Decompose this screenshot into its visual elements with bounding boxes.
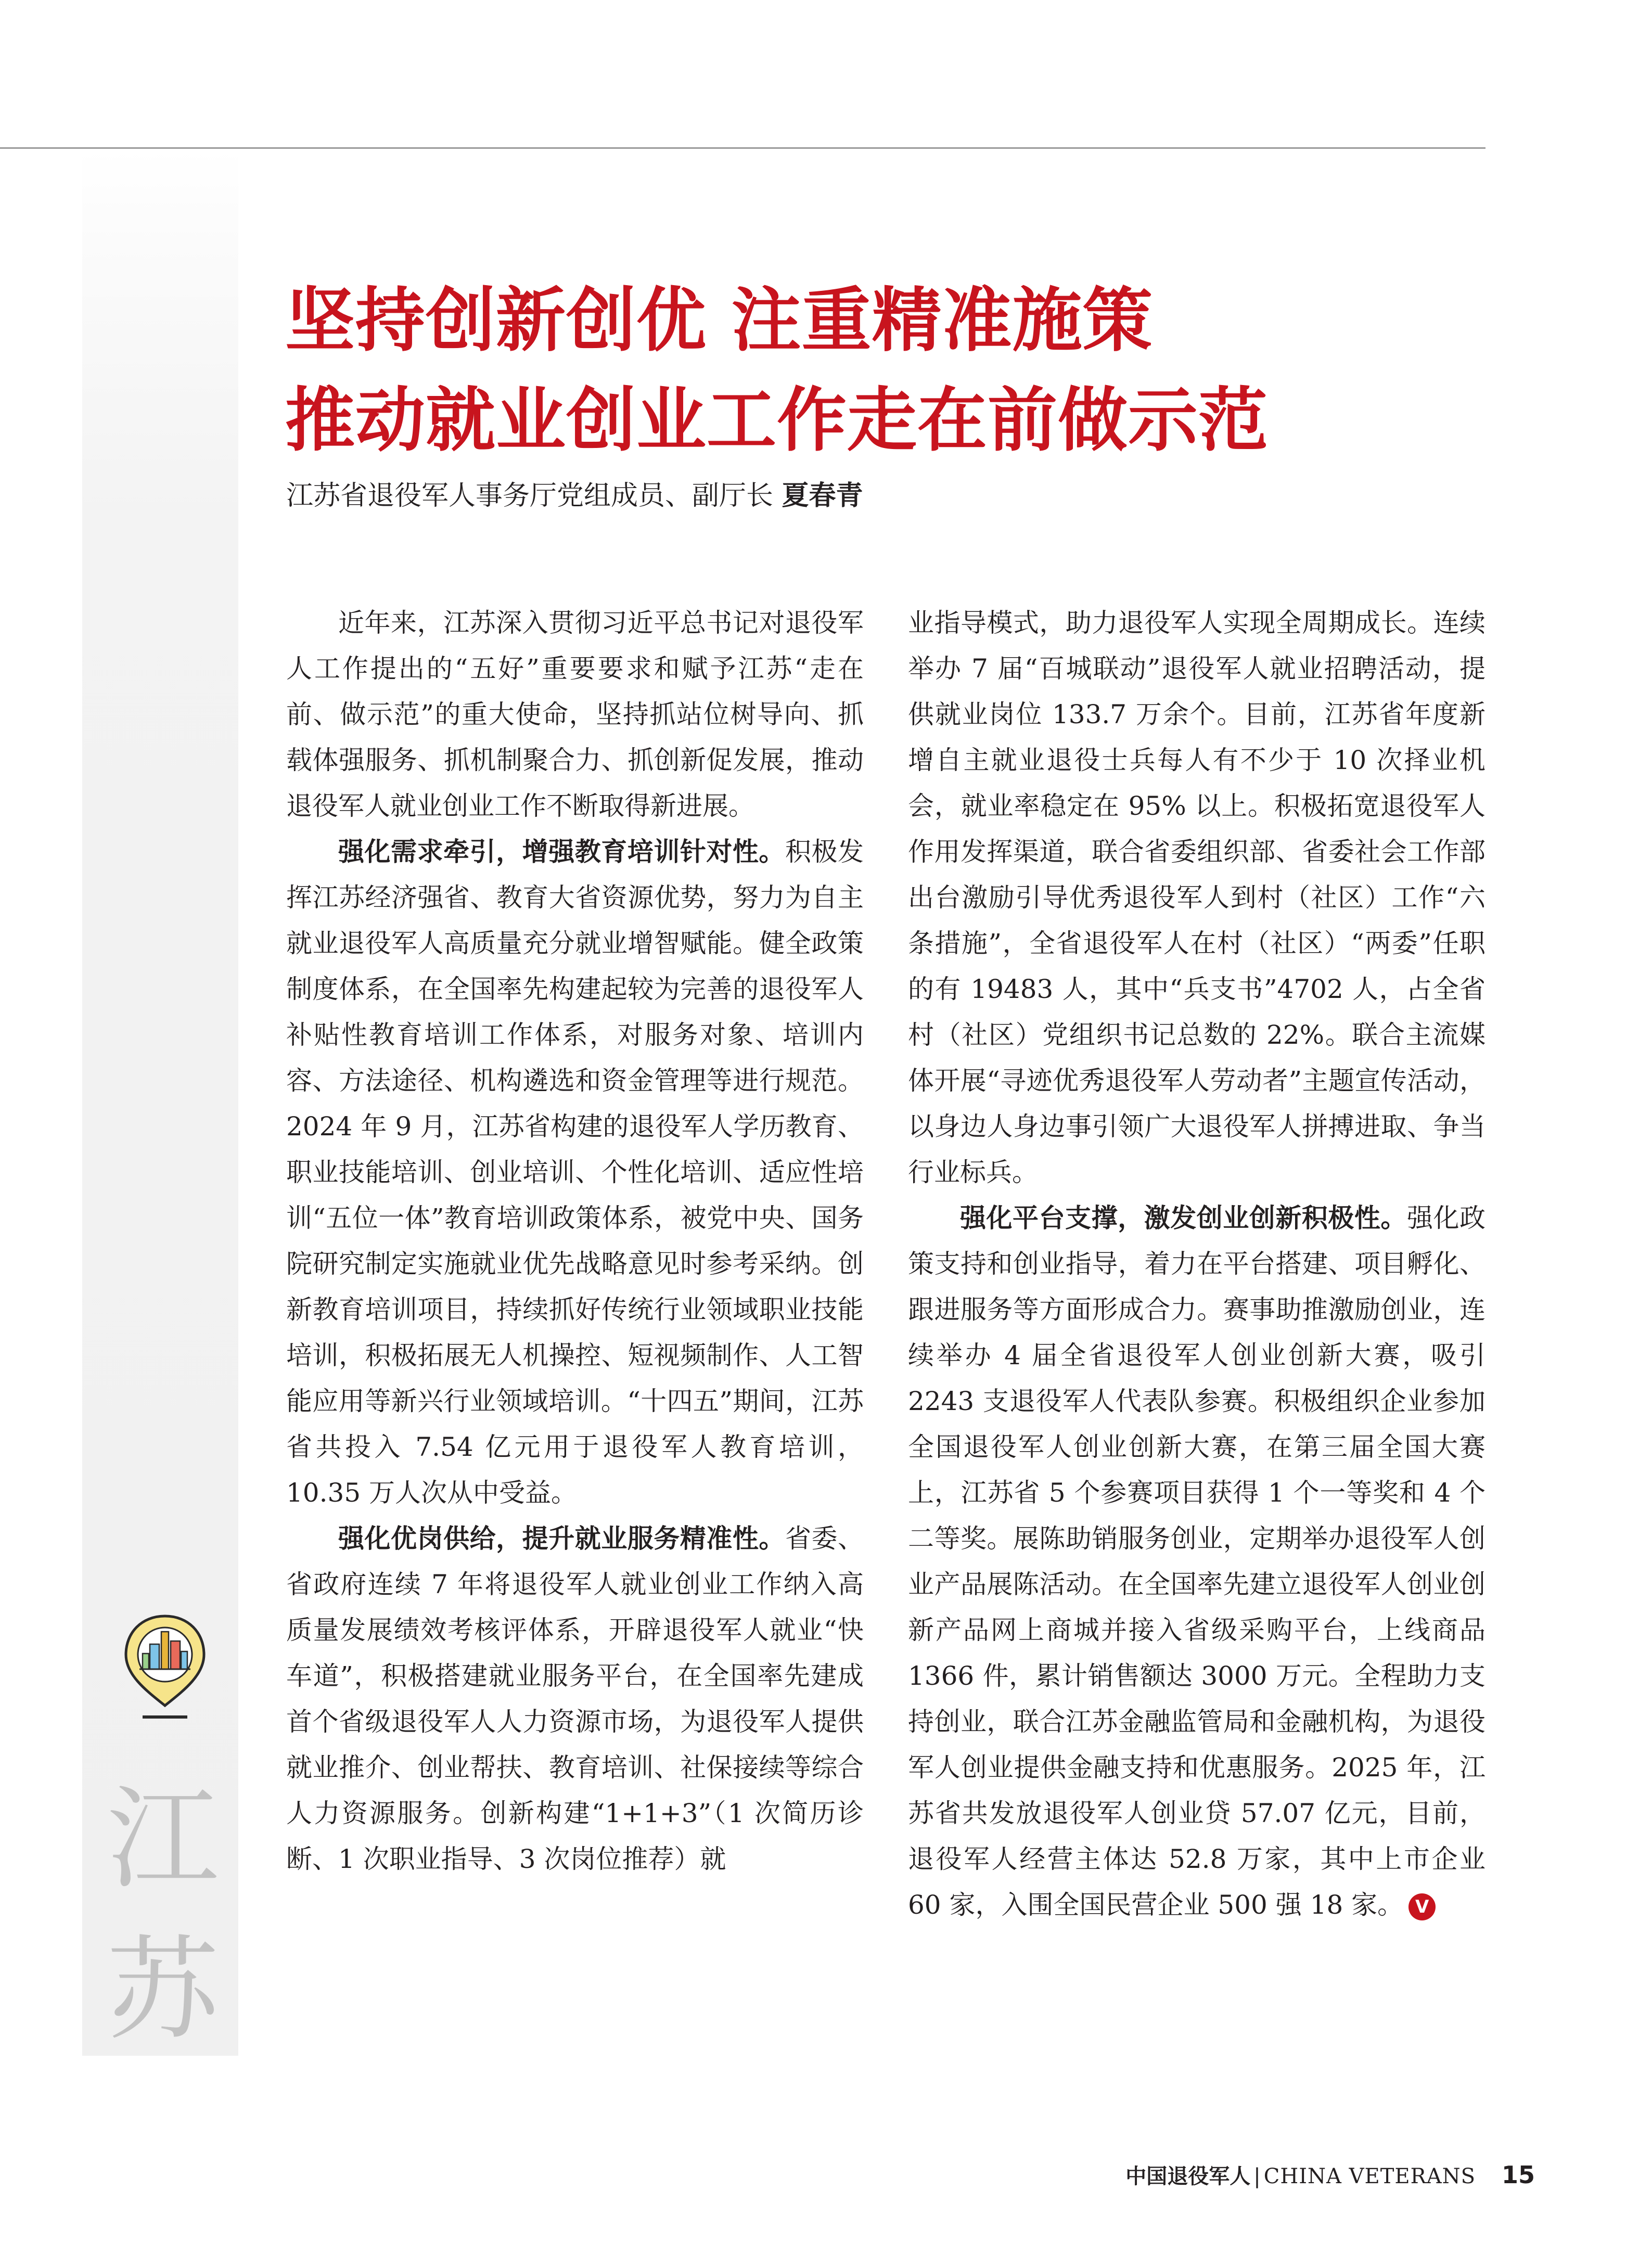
page-footer bbox=[1125, 2160, 1535, 2191]
footer-separator: | bbox=[1253, 2164, 1261, 2188]
region-char-2: 苏 bbox=[107, 1925, 219, 2055]
tower-right bbox=[171, 1641, 180, 1669]
page-number: 15 bbox=[1501, 2161, 1535, 2189]
left-column bbox=[286, 600, 864, 1882]
magazine-name-en: CHINA VETERANS bbox=[1263, 2164, 1476, 2188]
tower-left bbox=[150, 1644, 159, 1669]
tower-far-right bbox=[181, 1651, 187, 1669]
byline-author: 夏春青 bbox=[782, 480, 863, 511]
byline bbox=[286, 478, 863, 514]
section-2-text-left: 省委、省政府连续 7 年将退役军人就业创业工作纳入高质量发展绩效考核评体系，开辟退役军人就业“快车道”，积极搭建就业服务平台，在全国率先建成首个省级退役军人人力资源市场，为退役军人提供就业推介、创业帮扶、教育培训、社保接续等综合人力资源服务。创新构建“1+1+3”（1 次简历诊断、1 次职业指导、3 次岗位推荐）就 bbox=[286, 1523, 864, 1874]
section-2-lead: 强化优岗供给，提升就业服务精准性。 bbox=[338, 1523, 785, 1554]
region-name bbox=[93, 1764, 233, 2066]
city-location-pin-icon bbox=[121, 1613, 209, 1722]
intro-paragraph: 近年来，江苏深入贯彻习近平总书记对退役军人工作提出的“五好”重要要求和赋予江苏“走在前、做示范”的重大使命，坚持抓站位树导向、抓载体强服务、抓机制聚合力、抓创新促发展，推动退役军人就业创业工作不断取得新进展。 bbox=[286, 608, 864, 821]
section-1-paragraph bbox=[286, 829, 864, 1516]
section-1-text: 积极发挥江苏经济强省、教育大省资源优势，努力为自主就业退役军人高质量充分就业增智赋能。健全政策制度体系，在全国率先构建起较为完善的退役军人补贴性教育培训工作体系，对服务对象、培训内容、方法途径、机构遴选和资金管理等进行规范。2024 年 9 月，江苏省构建的退役军人学历教育、职业技能培训、创业培训、个性化培训、适应性培训“五位一体”教育培训政策体系，被党中央、国务院研究制定实施就业优先战略意见时参考采纳。创新教育培训项目，持续抓好传统行业领域职业技能培训，积极拓展无人机操控、短视频制作、人工智能应用等新兴行业领域培训。“十四五”期间，江苏省共投入 7.54 亿元用于退役军人教育培训，10.35 万人次从中受益。 bbox=[286, 837, 864, 1508]
headline-line-1: 坚持创新创优 注重精准施策 bbox=[285, 280, 1153, 361]
tower-center bbox=[161, 1632, 169, 1669]
section-2-continued: 业指导模式，助力退役军人实现全周期成长。连续举办 7 届“百城联动”退役军人就业招聘活动，提供就业岗位 133.7 万余个。目前，江苏省年度新增自主就业退役士兵每人有不少于 10 次择业机会，就业率稳定在 95% 以上。积极拓宽退役军人作用发挥渠道，联合省委组织部、省委社会工作部出台激励引导优秀退役军人到村（社区）工作“六条措施”，全省退役军人在村（社区）“两委”任职的有 19483 人，其中“兵支书”4702 人，占全省村（社区）党组织书记总数的 22%。联合主流媒体开展“寻迹优秀退役军人劳动者”主题宣传活动，以身边人身边事引领广大退役军人拼搏进取、争当行业标兵。 bbox=[908, 608, 1485, 1187]
byline-role: 江苏省退役军人事务厅党组成员、副厅长 bbox=[286, 480, 782, 511]
article-headline bbox=[285, 271, 1461, 470]
headline-line-2: 推动就业创业工作走在前做示范 bbox=[285, 380, 1269, 461]
magazine-name: 中国退役军人 bbox=[1125, 2164, 1251, 2188]
section-3-paragraph bbox=[908, 1195, 1485, 1928]
region-char-1: 江 bbox=[107, 1774, 219, 1904]
right-column bbox=[908, 600, 1485, 1928]
tower-far-left bbox=[143, 1654, 149, 1669]
section-1-lead: 强化需求牵引，增强教育培训针对性。 bbox=[338, 837, 785, 867]
section-3-text: 强化政策支持和创业指导，着力在平台搭建、项目孵化、跟进服务等方面形成合力。赛事助推激励创业，连续举办 4 届全省退役军人创业创新大赛，吸引 2243 支退役军人代表队参赛。积极组织企业参加全国退役军人创业创新大赛，在第三届全国大赛上，江苏省 5 个参赛项目获得 1 个一等奖和 4 个二等奖。展陈助销服务创业，定期举办退役军人创业产品展陈活动。在全国率先建立退役军人创业创新产品网上商城并接入省级采购平台，上线商品 1366 件，累计销售额达 3000 万元。全程助力支持创业，联合江苏金融监管局和金融机构，为退役军人创业提供金融支持和优惠服务。2025 年，江苏省共发放退役军人创业贷 57.07 亿元，目前，退役军人经营主体达 52.8 万家，其中上市企业 60 家，入围全国民营企业 500 强 18 家。 bbox=[908, 1203, 1486, 1920]
section-3-lead: 强化平台支撑，激发创业创新积极性。 bbox=[960, 1203, 1407, 1233]
section-2-paragraph bbox=[286, 1516, 864, 1882]
end-mark-icon: V bbox=[1408, 1893, 1436, 1920]
